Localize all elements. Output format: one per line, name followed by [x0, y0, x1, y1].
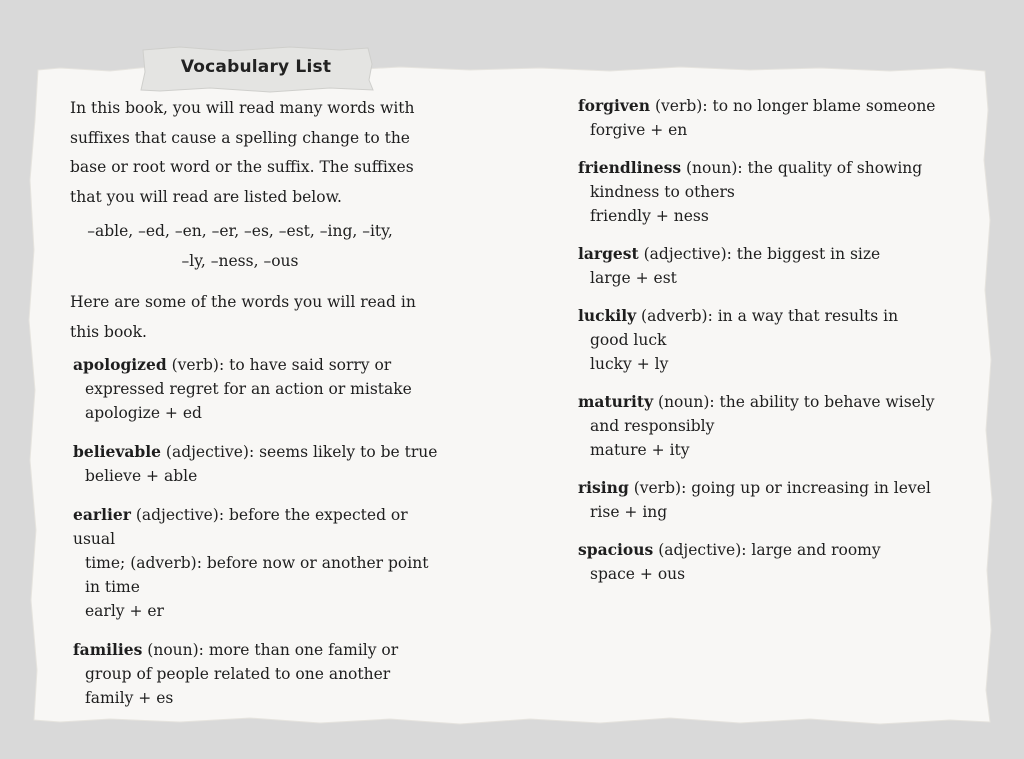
page-title: Vocabulary List — [180, 57, 332, 77]
entry-definition-line — [73, 503, 445, 551]
right-column — [578, 94, 958, 600]
intro-line: this book. — [70, 322, 147, 341]
entry-continuation-line: forgive + en — [590, 121, 688, 139]
entry-continuation-line: and responsibly — [590, 417, 715, 435]
intro-text — [70, 94, 445, 347]
vocab-term: rising — [578, 478, 629, 497]
entry-continuation-line: apologize + ed — [85, 404, 202, 422]
entry-continuation-line: group of people related to one another — [85, 665, 391, 683]
entry-continuation-line: space + ous — [590, 565, 686, 583]
intro-line: that you will read are listed below. — [70, 187, 342, 206]
suffix-line: –ly, –ness, –ous — [181, 251, 299, 270]
suffix-line: –able, –ed, –en, –er, –es, –est, –ing, –ity, — [87, 222, 393, 240]
entry-continuation-line: large + est — [590, 269, 677, 287]
vocab-definition: (adverb): in a way that results in — [636, 307, 899, 325]
vocab-entry — [578, 94, 958, 142]
left-entry-list — [70, 353, 445, 710]
entry-continuation-line: friendly + ness — [590, 207, 709, 225]
entry-continuation-line: in time — [85, 578, 140, 596]
vocab-term: forgiven — [578, 96, 651, 115]
vocab-entry — [73, 503, 445, 623]
suffix-list — [70, 217, 410, 276]
entry-continuation-line: family + es — [85, 689, 174, 707]
entry-definition-line — [578, 538, 958, 562]
vocab-entry — [578, 390, 958, 462]
entry-continuation-line: rise + ing — [590, 503, 668, 521]
entry-definition-line — [578, 94, 958, 118]
vocab-entry — [578, 156, 958, 228]
entry-definition-line — [73, 638, 445, 662]
entry-definition-line — [578, 156, 958, 180]
entry-definition-line — [578, 390, 958, 414]
vocab-definition: (adjective): the biggest in size — [638, 245, 881, 263]
vocab-entry — [73, 440, 445, 488]
vocab-term: believable — [73, 442, 161, 461]
intro-line: base or root word or the suffix. The suffixes — [70, 158, 414, 176]
entry-continuation-line: lucky + ly — [590, 355, 669, 373]
vocab-definition: (noun): more than one family or — [142, 641, 399, 659]
vocab-entry — [73, 353, 445, 425]
entry-definition-line — [578, 304, 958, 328]
vocab-definition: (adjective): before the expected or usual — [73, 506, 408, 548]
vocab-term: apologized — [73, 355, 167, 374]
vocab-definition: (adjective): large and roomy — [653, 541, 881, 559]
intro-line: suffixes that cause a spelling change to the — [70, 128, 410, 147]
vocab-definition: (noun): the ability to behave wisely — [653, 393, 935, 411]
entry-continuation-line: expressed regret for an action or mistake — [85, 380, 412, 398]
vocab-entry — [578, 304, 958, 376]
vocab-term: maturity — [578, 392, 654, 411]
vocab-definition: (adjective): seems likely to be true — [160, 443, 438, 461]
vocab-entry — [578, 242, 958, 290]
vocab-entry — [578, 538, 958, 586]
vocab-term: spacious — [578, 540, 654, 559]
entry-continuation-line: mature + ity — [590, 441, 690, 459]
intro-line: Here are some of the words you will read in — [70, 293, 416, 311]
vocab-term: largest — [578, 244, 639, 263]
vocab-term: earlier — [73, 505, 131, 524]
entry-definition-line — [578, 476, 958, 500]
vocab-term: luckily — [578, 306, 637, 325]
entry-definition-line — [73, 440, 445, 464]
vocab-entry — [578, 476, 958, 524]
entry-continuation-line: kindness to others — [590, 183, 735, 201]
entry-definition-line — [578, 242, 958, 266]
intro-line: In this book, you will read many words with — [70, 99, 415, 117]
entry-continuation-line: good luck — [590, 331, 667, 349]
vocab-term: families — [73, 640, 143, 659]
vocab-definition: (verb): to have said sorry or — [166, 356, 392, 374]
vocab-definition: (noun): the quality of showing — [681, 159, 923, 177]
entry-continuation-line: believe + able — [85, 467, 198, 485]
entry-continuation-line: early + er — [85, 602, 164, 620]
right-entry-list — [578, 94, 958, 586]
entry-continuation-line: time; (adverb): before now or another point — [85, 554, 429, 572]
vocab-term: friendliness — [578, 158, 682, 177]
vocab-definition: (verb): going up or increasing in level — [628, 479, 931, 497]
left-column — [70, 94, 445, 725]
vocab-definition: (verb): to no longer blame someone — [650, 97, 936, 115]
vocab-entry — [73, 638, 445, 710]
entry-definition-line — [73, 353, 445, 377]
